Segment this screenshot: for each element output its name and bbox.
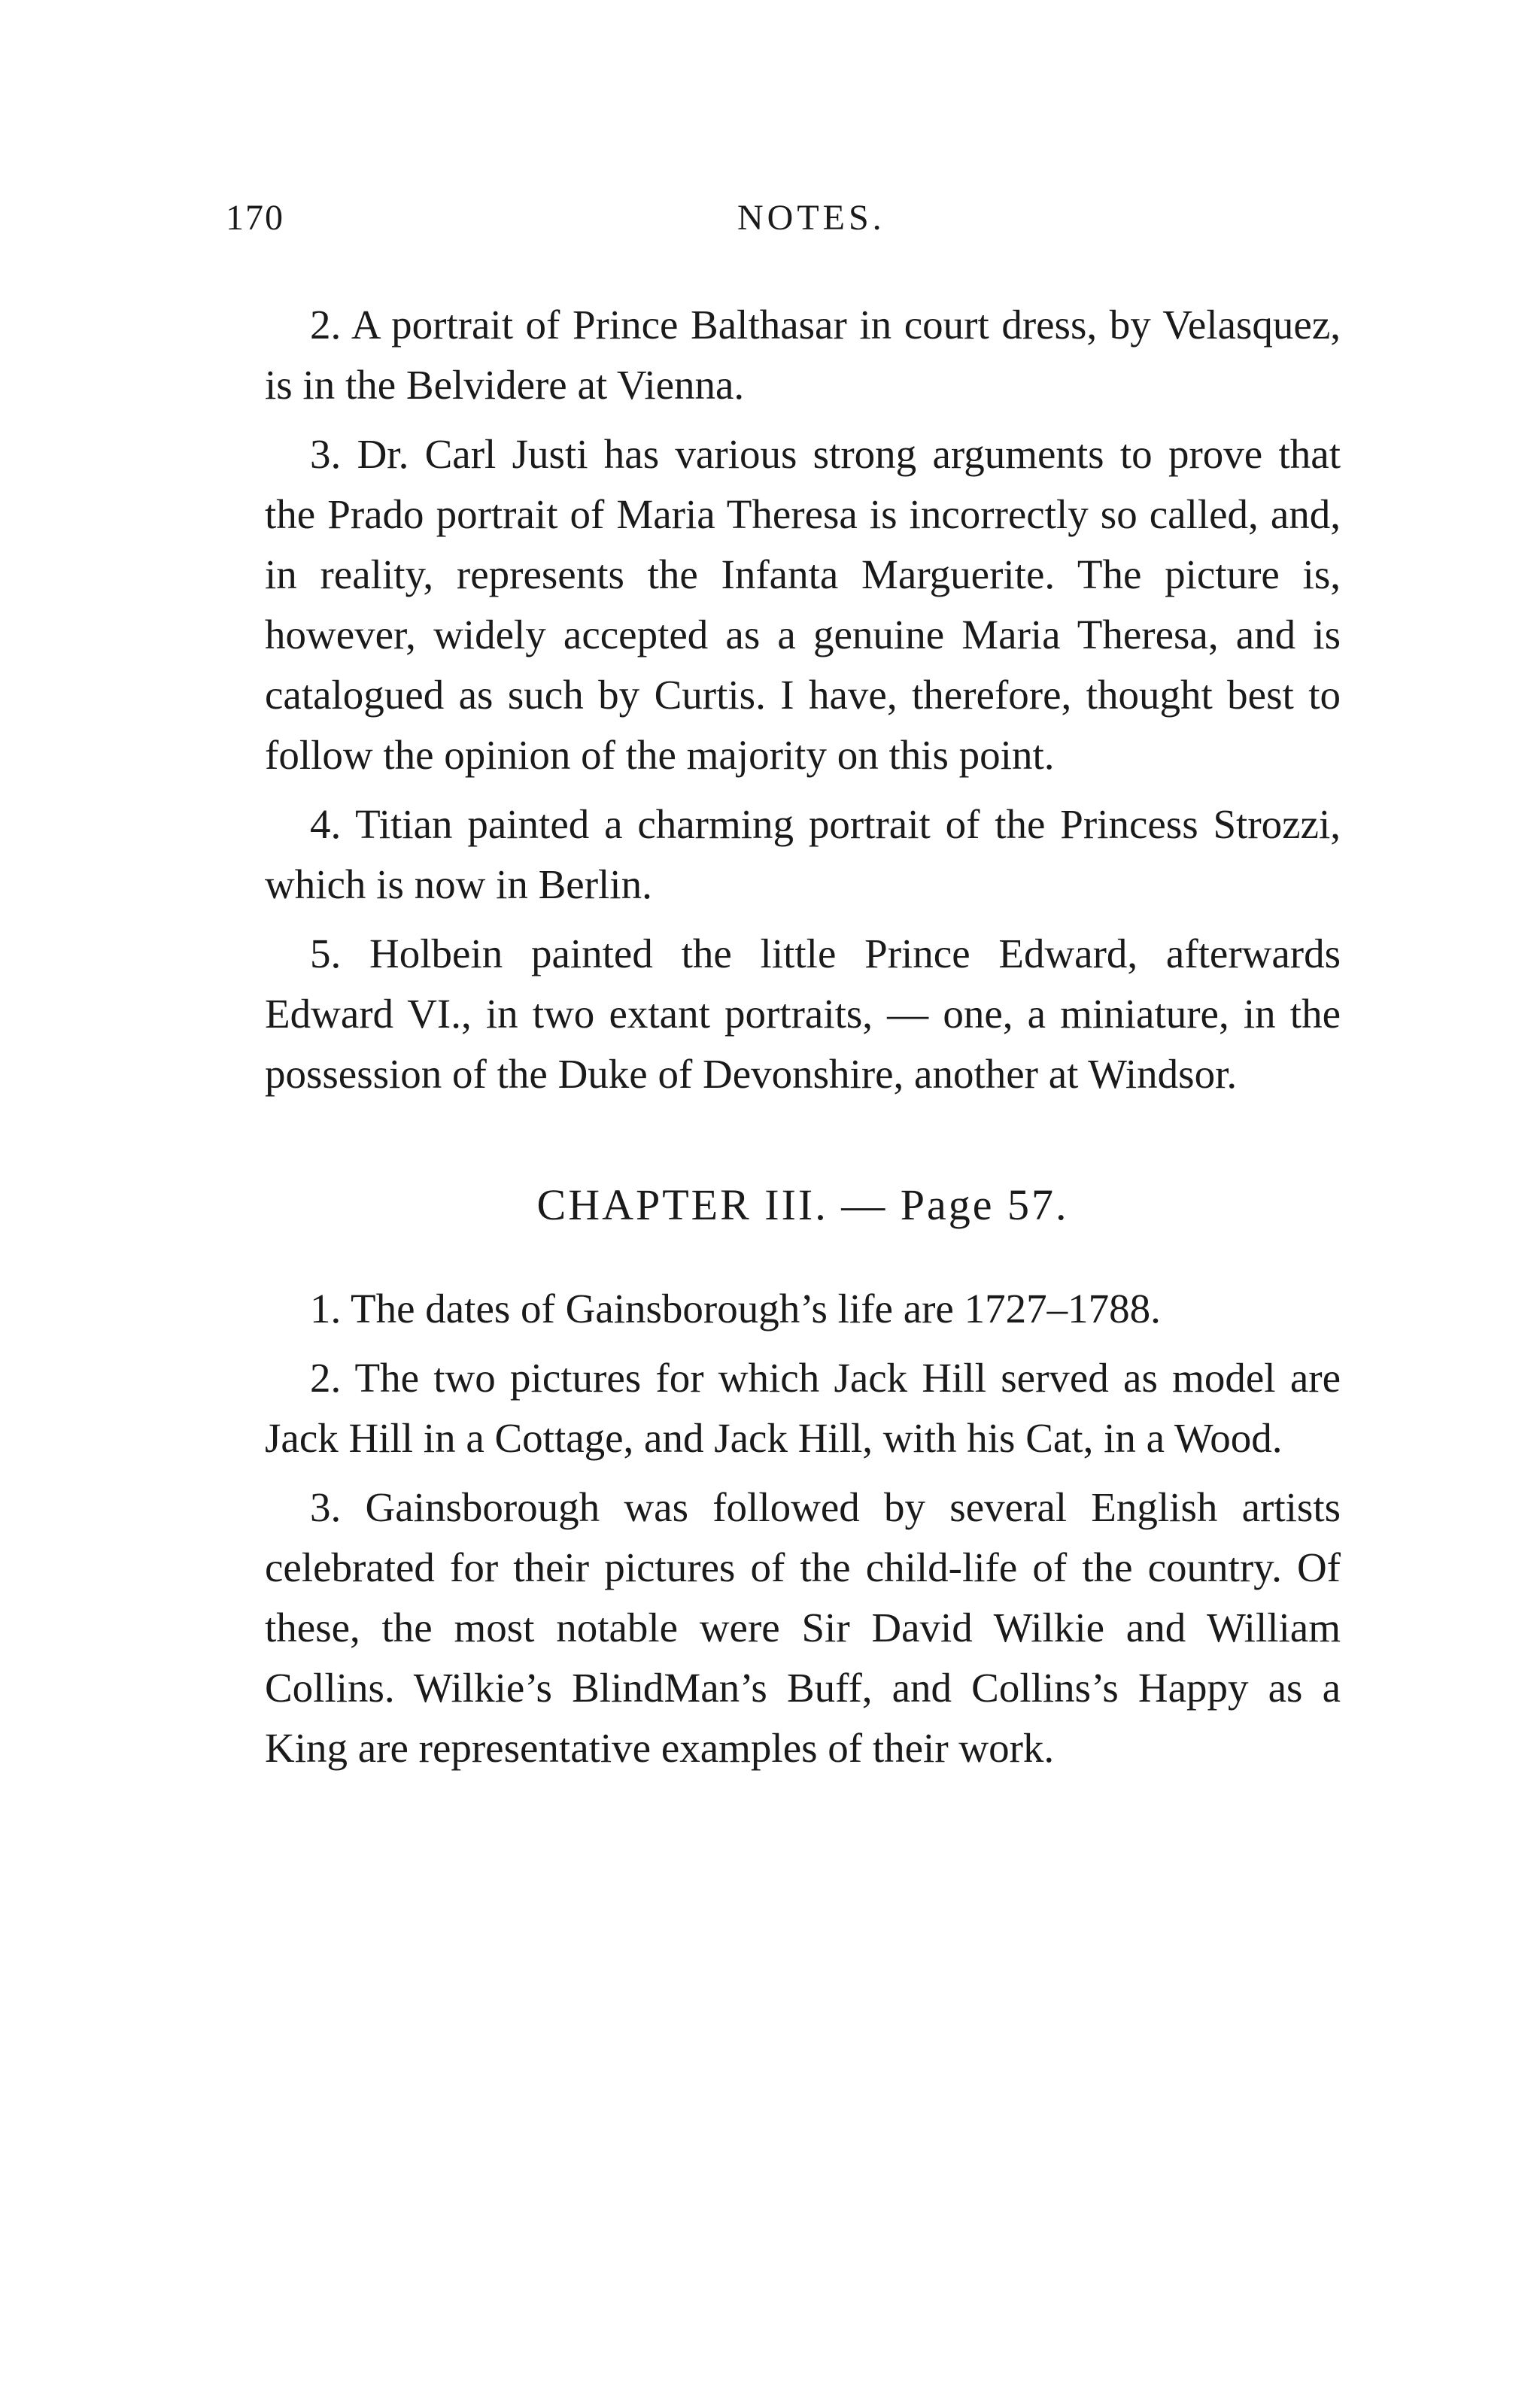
note-text: A portrait of Prince Balthasar in court dress, by Velasquez, is in the Belvidere at Vienna. bbox=[265, 302, 1341, 408]
note-paragraph bbox=[265, 924, 1341, 1104]
note-paragraph bbox=[265, 295, 1341, 415]
running-title: NOTES. bbox=[737, 198, 885, 238]
running-head bbox=[0, 197, 1540, 250]
notes-text-block bbox=[265, 295, 1341, 1787]
note-paragraph bbox=[265, 794, 1341, 915]
note-paragraph bbox=[265, 1348, 1341, 1468]
note-number: 3. bbox=[310, 431, 342, 477]
note-text: Dr. Carl Justi has various strong arguments to prove that the Prado portrait of Maria Theresa is incorrectly so called, and, in reality, represents the Infanta Marguerite. The picture is, however, widely accepted as a genuine Maria Theresa, and is catalogued as such by Curtis. I have, therefore, thought best to follow the opinion of the majority on this point. bbox=[265, 431, 1341, 778]
chapter-heading: CHAPTER III. — Page 57. bbox=[536, 1180, 1069, 1229]
note-number: 2. bbox=[310, 302, 342, 348]
note-number: 2. bbox=[310, 1355, 342, 1401]
note-text: The two pictures for which Jack Hill served as model are Jack Hill in a Cottage, and Jack Hill, with his Cat, in a Wood. bbox=[265, 1355, 1341, 1461]
note-text: Titian painted a charming portrait of the Princess Strozzi, which is now in Berlin. bbox=[265, 801, 1341, 907]
note-number: 1. bbox=[310, 1286, 342, 1332]
note-number: 3. bbox=[310, 1484, 342, 1530]
note-paragraph bbox=[265, 1279, 1341, 1339]
note-text: Holbein painted the little Prince Edward, afterwards Edward VI., in two extant portraits, — one, a miniature, in the possession of the Duke of Devonshire, another at Windsor. bbox=[265, 931, 1341, 1097]
page-number: 170 bbox=[226, 198, 284, 238]
note-paragraph bbox=[265, 424, 1341, 785]
note-paragraph bbox=[265, 1477, 1341, 1778]
note-text: Gainsborough was followed by several English artists celebrated for their pictures of the child-life of the country. Of these, the most notable were Sir David Wilkie and William Collins. Wilkie’s BlindMan’s Buff, and Collins’s Happy as a King are representative examples of their work. bbox=[265, 1484, 1341, 1771]
note-text: The dates of Gainsborough’s life are 1727–1788. bbox=[351, 1286, 1161, 1332]
note-number: 4. bbox=[310, 801, 342, 847]
note-number: 5. bbox=[310, 931, 342, 976]
